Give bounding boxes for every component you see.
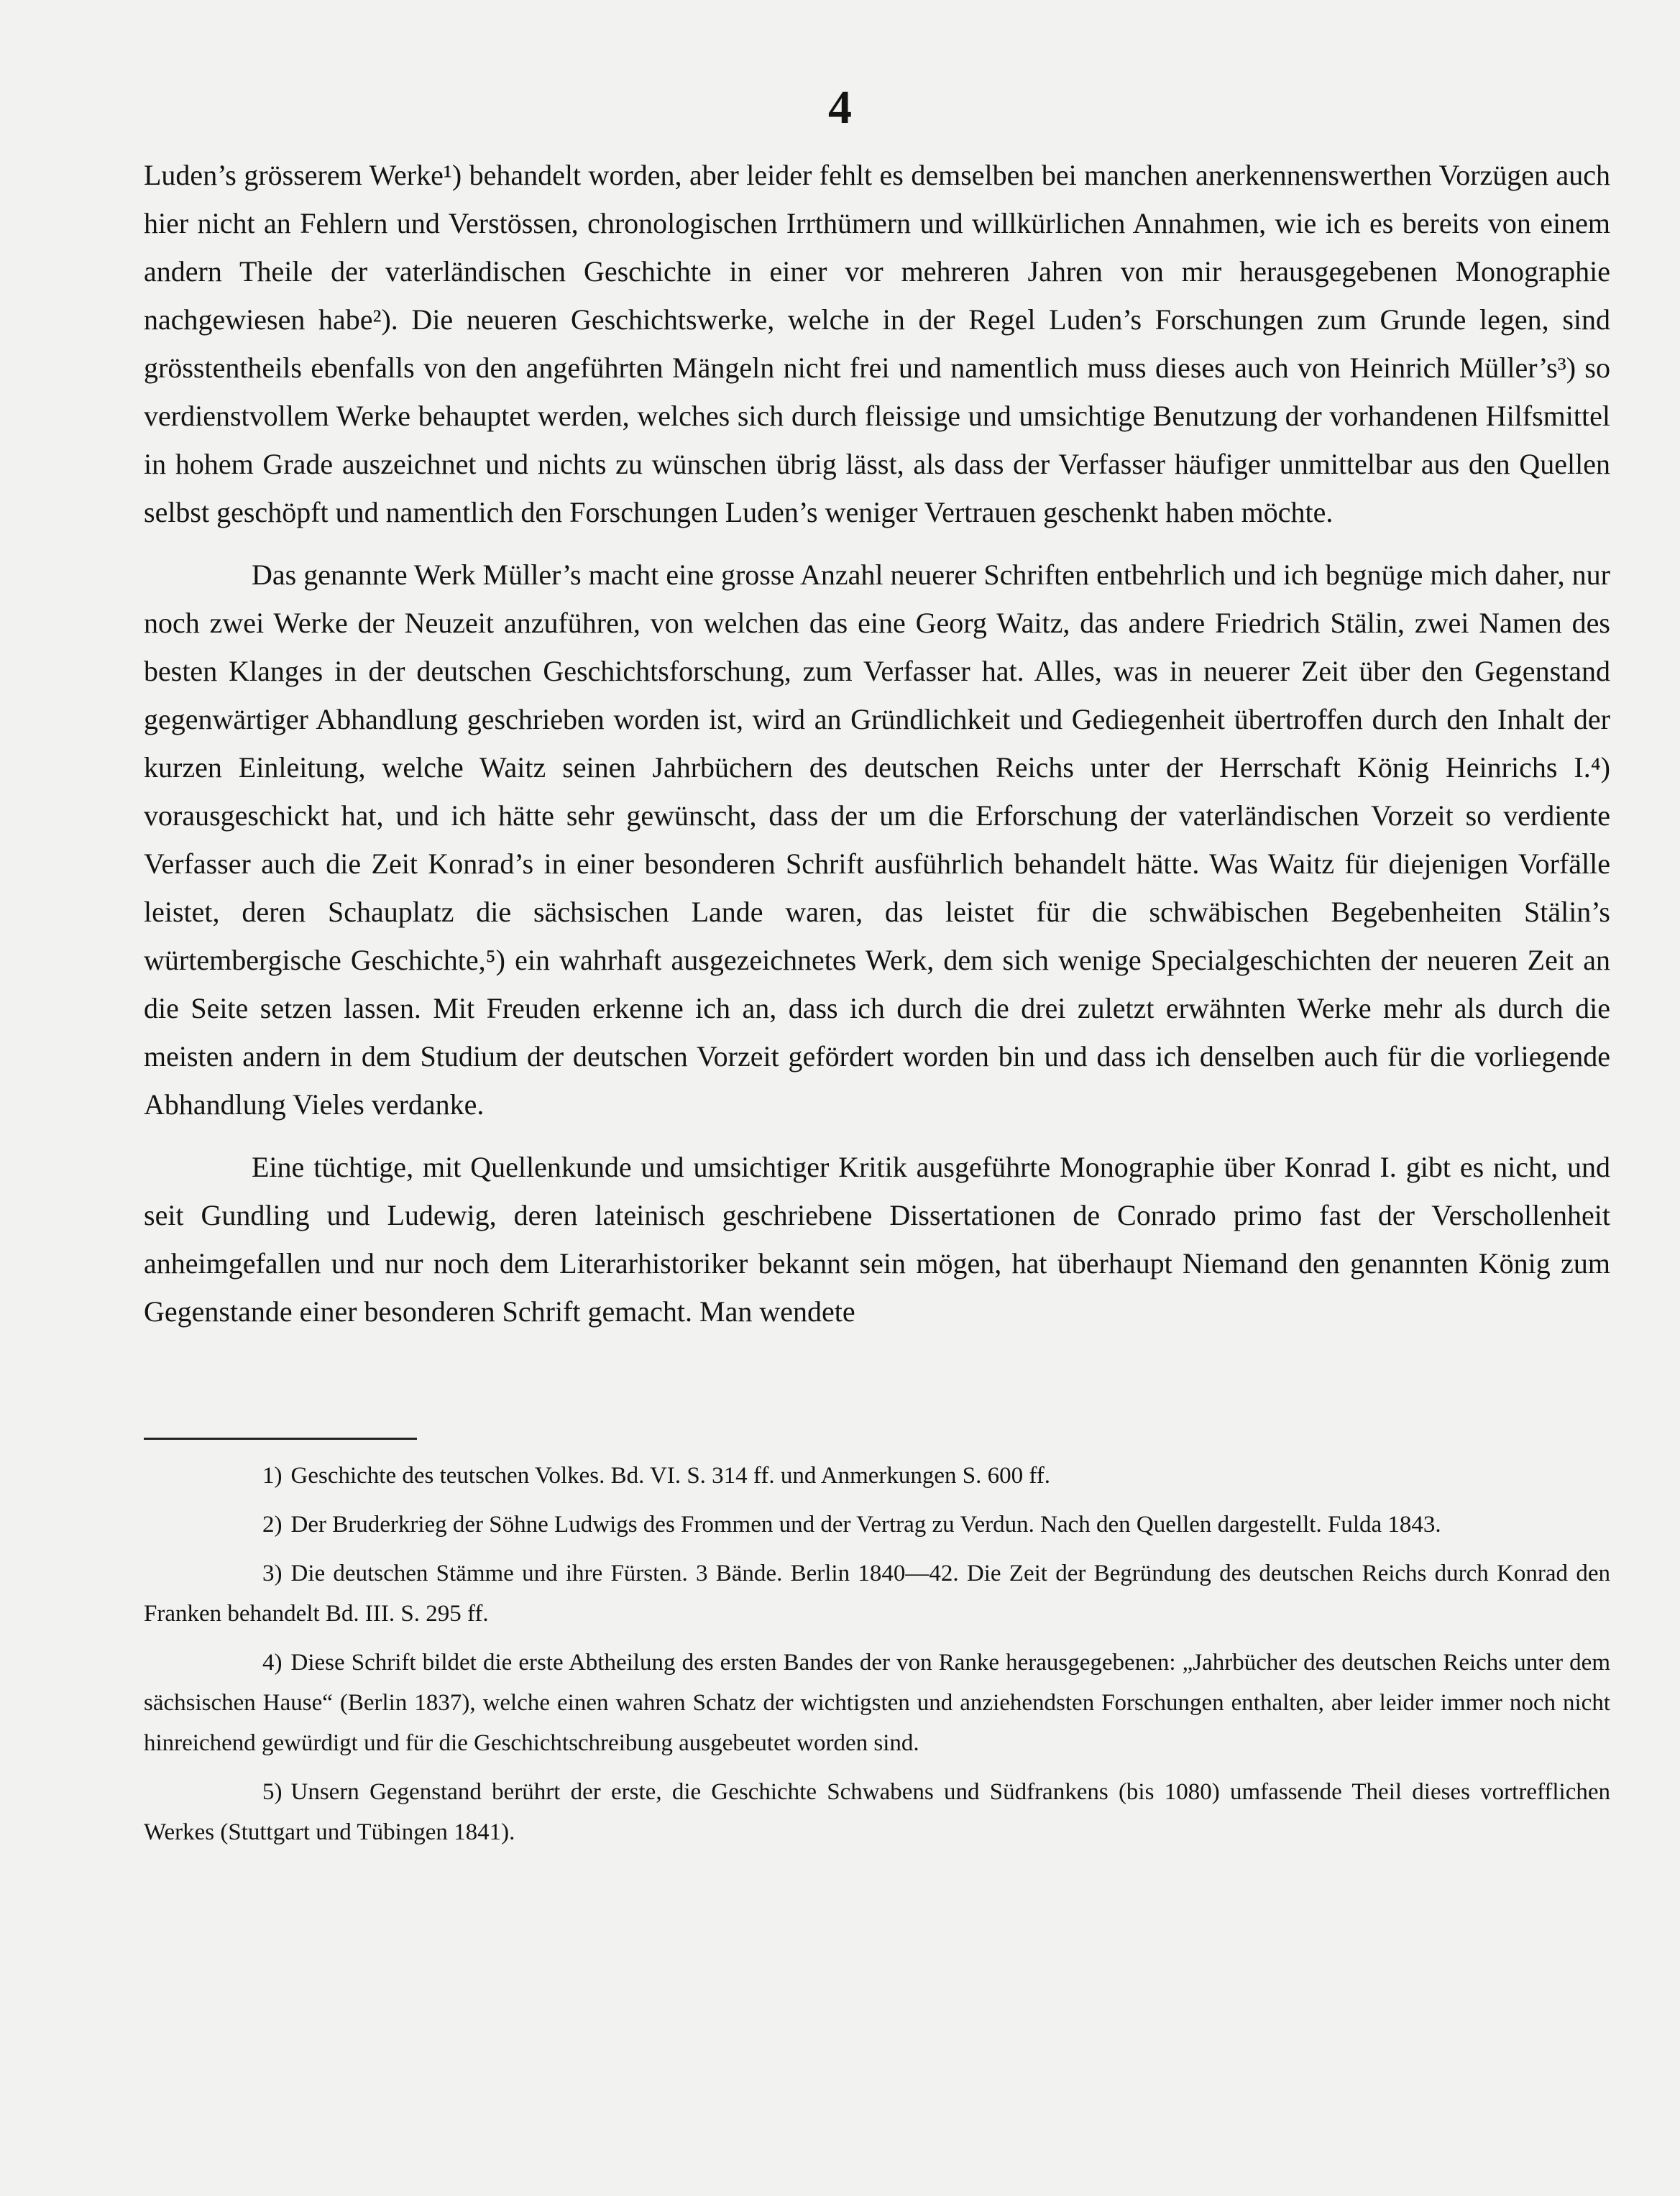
paragraph-2: Das genannte Werk Müller’s macht eine grosse Anzahl neuerer Schriften entbehrlich und ich begnüge mich daher, nur noch zwei Werke der Neuzeit anzuführen, von welchen das eine Georg Waitz, das andere Friedrich Stälin, zwei Namen des besten Klanges in der deutschen Geschichtsforschung, zum Verfasser hat. Alles, was in neuerer Zeit über den Gegenstand gegenwärtiger Abhandlung geschrieben worden ist, wird an Gründlichkeit und Gediegenheit übertroffen durch den Inhalt der kurzen Einleitung, welche Waitz seinen Jahrbüchern des deutschen Reichs unter der Herrschaft König Heinrichs I.⁴) vorausgeschickt hat, und ich hätte sehr gewünscht, dass der um die Erforschung der vaterländischen Vorzeit so verdiente Verfasser auch die Zeit Konrad’s in einer besonderen Schrift ausführlich behandelt hätte. Was Waitz für diejenigen Vorfälle leistet, deren Schauplatz die sächsischen Lande waren, das leistet für die schwäbischen Begebenheiten Stälin’s würtembergische Geschichte,⁵) ein wahrhaft ausgezeichnetes Werk, dem sich wenige Specialgeschichten der neueren Zeit an die Seite setzen lassen. Mit Freuden erkenne ich an, dass ich durch die drei zuletzt erwähnten Werke mehr als durch die meisten andern in dem Studium der deutschen Vorzeit gefördert worden bin und dass ich denselben auch für die vorliegende Abhandlung Vieles verdanke. (144, 559, 1610, 1121)
footnote-number: 3) (262, 1561, 283, 1586)
footnote-number: 4) (262, 1650, 283, 1676)
footnote-5 (144, 1772, 1610, 1852)
footnote-number: 2) (262, 1512, 283, 1538)
footnote-text: Der Bruderkrieg der Söhne Ludwigs des Frommen und der Vertrag zu Verdun. Nach den Quellen dargestellt. Fulda 1843. (290, 1512, 1441, 1538)
page-number: 4 (828, 81, 852, 134)
footnote-number: 1) (262, 1463, 283, 1489)
paragraph-1: Luden’s grösserem Werke¹) behandelt worden, aber leider fehlt es demselben bei manchen anerkennenswerthen Vorzügen auch hier nicht an Fehlern und Verstössen, chronologischen Irrthümern und willkürlichen Annahmen, wie ich es bereits von einem andern Theile der vaterländischen Geschichte in einer vor mehreren Jahren von mir herausgegebenen Monographie nachgewiesen habe²). Die neueren Geschichtswerke, welche in der Regel Luden’s Forschungen zum Grunde legen, sind grösstentheils ebenfalls von den angeführten Mängeln nicht frei und namentlich muss dieses auch von Heinrich Müller’s³) so verdienstvollem Werke behauptet werden, welches sich durch fleissige und umsichtige Benutzung der vorhandenen Hilfsmittel in hohem Grade auszeichnet und nichts zu wünschen übrig lässt, als dass der Verfasser häufiger unmittelbar aus den Quellen selbst geschöpft und namentlich den Forschungen Luden’s weniger Vertrauen geschenkt haben möchte. (144, 159, 1610, 528)
footnote-2 (144, 1504, 1610, 1545)
footnote-text: Die deutschen Stämme und ihre Fürsten. 3 Bände. Berlin 1840—42. Die Zeit der Begründung des deutschen Reichs durch Konrad den Franken behandelt Bd. III. S. 295 ff. (144, 1561, 1610, 1627)
footnote-1 (144, 1456, 1610, 1496)
footnote-text: Diese Schrift bildet die erste Abtheilung des ersten Bandes der von Ranke herausgegebenen: „Jahrbücher des deutschen Reichs unter dem sächsischen Hause“ (Berlin 1837), welche einen wahren Schatz der wichtigsten und anziehendsten Forschungen enthalten, aber leider immer noch nicht hinreichend gewürdigt und für die Geschichtschreibung ausgebeutet worden sind. (144, 1650, 1610, 1756)
footnote-4 (144, 1643, 1610, 1763)
footnote-number: 5) (262, 1779, 283, 1805)
footnote-text: Unsern Gegenstand berührt der erste, die Geschichte Schwabens und Südfrankens (bis 1080) umfassende Theil dieses vortrefflichen Werkes (Stuttgart und Tübingen 1841). (144, 1779, 1610, 1845)
footnote-separator (144, 1438, 417, 1440)
body-text (144, 151, 1610, 1350)
footnote-text: Geschichte des teutschen Volkes. Bd. VI. S. 314 ff. und Anmerkungen S. 600 ff. (290, 1463, 1051, 1489)
footnotes (144, 1456, 1610, 1861)
footnote-3 (144, 1553, 1610, 1634)
paragraph-3: Eine tüchtige, mit Quellenkunde und umsichtiger Kritik ausgeführte Monographie über Konrad I. gibt es nicht, und seit Gundling und Ludewig, deren lateinisch geschriebene Dissertationen de Conrado primo fast der Verschollenheit anheimgefallen und nur noch dem Literarhistoriker bekannt sein mögen, hat überhaupt Niemand den genannten König zum Gegenstande einer besonderen Schrift gemacht. Man wendete (144, 1151, 1610, 1328)
